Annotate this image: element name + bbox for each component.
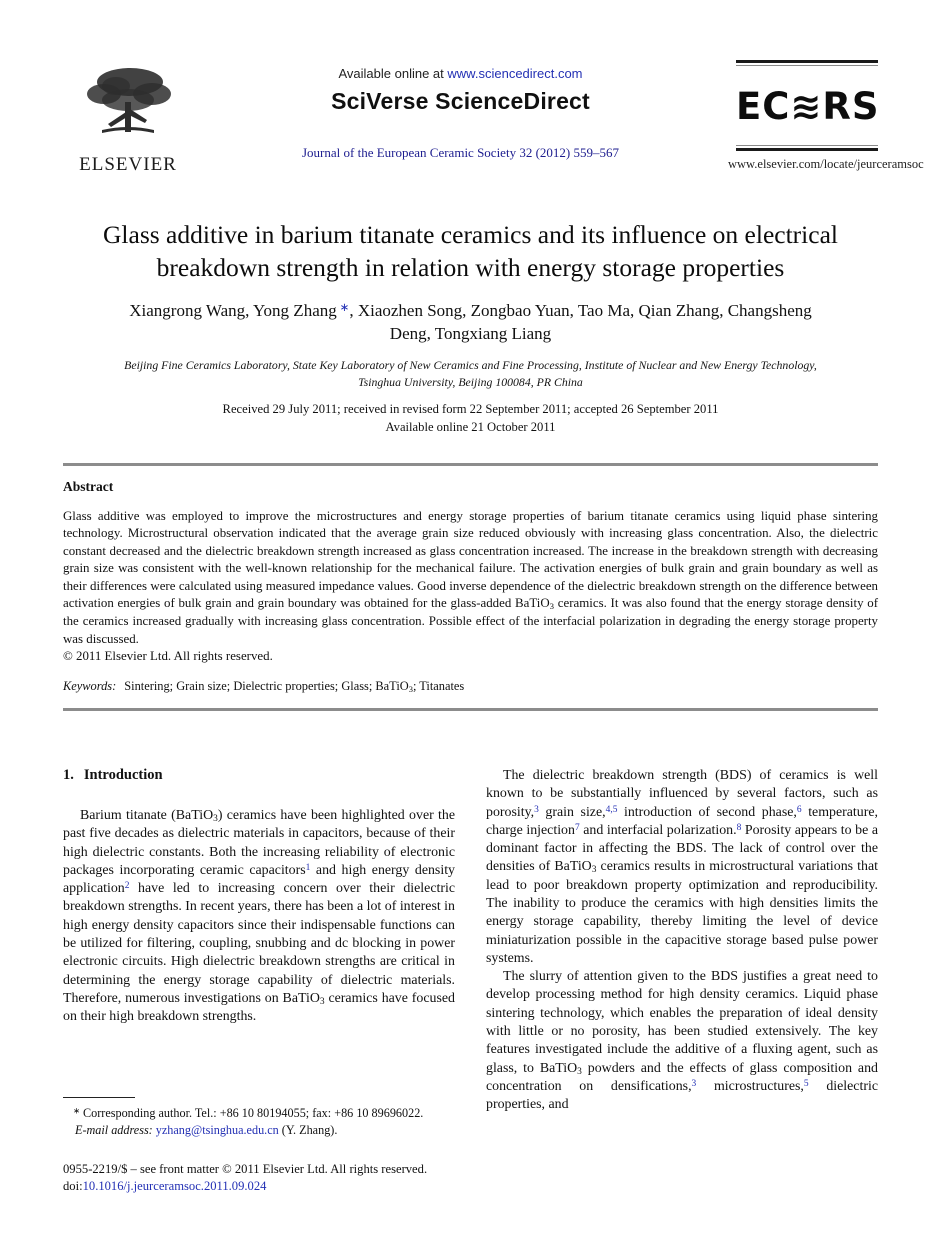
page-footer bbox=[63, 1161, 878, 1196]
abstract-text: Glass additive was employed to improve the microstructures and energy storage properties of barium titanate ceramics using liquid phase sintering technology. Microstructural observation indicated that the average grain size reduced obviously with increasing glass concentration. Also, the dielectric constant decreased and the dielectric breakdown strength increased as glass concentration increased. The increase in the breakdown strength with decreasing grain size was consistent with the well-known relationship for the mechanical failure. The activation energies of bulk grain and grain boundary as well as their differences were calculated using measured impedance values. Good inverse dependence of the dielectric breakdown strength on the difference between activation energies of bulk grain and grain boundary was obtained for the glass-added BaTiO$_3$ ceramics. It was also found that the energy storage density of the ceramics increased gradually with increasing glass concentration. Possible effect of the interfacial polarization in degrading the energy storage property was discussed. bbox=[63, 508, 878, 646]
section-title: Introduction bbox=[83, 767, 163, 784]
ecers-top-rule-thick bbox=[736, 60, 878, 63]
ref-6[interactable]: 6 bbox=[796, 804, 802, 815]
abstract-section bbox=[63, 479, 878, 694]
intro-paragraph-3: The slurry of attention given to the BDS justifies a great need to develop processing method for high density ceramics. Liquid phase sintering technology, which enables the preparation of ideal density with little or no porosity, has been studied extensively. The key features investigated include the additive of a fluxing agent, such as glass, to BaTiO$_3$ powders and the effects of glass composition and concentration on densifications,$^3$ microstructures,$^5$ dielectric properties, and bbox=[486, 969, 878, 1113]
ecers-logo bbox=[736, 60, 878, 151]
received-line: Received 29 July 2011; received in revised form 22 September 2011; accepted 26 September 2011 bbox=[222, 402, 719, 417]
doi-line: doi:10.1016/j.jeurceramsoc.2011.09.024 bbox=[63, 1179, 267, 1194]
ref-3[interactable]: 3 bbox=[534, 804, 539, 815]
ecers-bottom-rule-thin bbox=[736, 145, 878, 146]
page-header bbox=[63, 60, 924, 176]
corresponding-author-note: ∗ Corresponding author. Tel.: +86 10 80194055; fax: +86 10 89696022. bbox=[73, 1105, 424, 1120]
authors-line: Xiangrong Wang, Yong Zhang ∗, Xiaozhen Song, Zongbao Yuan, Tao Ma, Qian Zhang, Changsheng Deng, Tongxiang Liang bbox=[129, 301, 812, 344]
elsevier-logo bbox=[63, 60, 193, 176]
ref-3b[interactable]: 3 bbox=[691, 1078, 697, 1089]
title-block bbox=[63, 218, 878, 437]
right-column bbox=[486, 767, 878, 1139]
article-dates bbox=[63, 400, 878, 437]
sciencedirect-url-link[interactable]: www.sciencedirect.com bbox=[447, 66, 583, 81]
available-online-label: Available online at bbox=[338, 66, 444, 81]
section-number: 1. bbox=[63, 767, 74, 784]
ref-5b[interactable]: 5 bbox=[803, 1078, 809, 1089]
keywords-list: Sintering; Grain size; Dielectric properties; Glass; BaTiO$_3$; Titanates bbox=[124, 679, 465, 694]
keywords-line bbox=[63, 679, 878, 694]
article-title: Glass additive in barium titanate ceramics and its influence on electrical breakdown strength in relation with energy storage properties bbox=[103, 220, 838, 283]
header-right bbox=[728, 60, 924, 172]
doi-link[interactable]: 10.1016/j.jeurceramsoc.2011.09.024 bbox=[82, 1179, 267, 1194]
ref-2[interactable]: 2 bbox=[124, 880, 130, 891]
available-online-line bbox=[193, 66, 728, 81]
header-center bbox=[193, 60, 728, 161]
abstract-copyright: © 2011 Elsevier Ltd. All rights reserved. bbox=[63, 649, 273, 664]
email-address-note: E-mail address: yzhang@tsinghua.edu.cn (Y. Zhang). bbox=[75, 1122, 338, 1137]
intro-paragraph-2: The dielectric breakdown strength (BDS) of ceramics is well known to be substantially influenced by several factors, such as porosity,$^3$ grain size,$^{4,5}$ introduction of second phase,$^6$ temperature, charge injection$^7$ and interfacial polarization.$^8$ Porosity appears to be a dominant factor in affecting the BDS. The lack of control over the densities of BaTiO$_3$ ceramics results in microstructural variations that lead to poor breakdown property optimization and reproducibility. The inability to produce the ceramics with high densities limits the energy storage capability, thereby limiting the level of device miniaturization possible in the capacitive storage based pulse power systems. bbox=[486, 768, 878, 966]
intro-paragraph-1: Barium titanate (BaTiO$_3$) ceramics have been highlighted over the past five decades as dielectric materials in capacitors, because of their high dielectric constants. Both the increasing reliability of electronic packages incorporating ceramic capacitors$^1$ and high energy density application$^2$ have led to increasing concern over their dielectric breakdown strengths. In recent years, there has been a lot of interest in high energy density capacitors since their indispensable functions can be utilized for filtering, coupling, snubbing and dc blocking in power electronic circuits. High dielectric breakdown strengths are critical in determining the energy storage capability of dielectric materials. Therefore, numerous investigations on BaTiO$_3$ ceramics have focused on their high breakdown strengths. bbox=[63, 808, 456, 1025]
journal-citation[interactable]: Journal of the European Ceramic Society 32 (2012) 559–567 bbox=[302, 145, 619, 160]
keywords-label: Keywords: bbox=[63, 679, 117, 694]
introduction-heading bbox=[63, 767, 455, 784]
corresponding-author-asterisk[interactable]: ∗ bbox=[336, 301, 350, 315]
elsevier-wordmark: ELSEVIER bbox=[79, 154, 177, 175]
abstract-heading: Abstract bbox=[63, 478, 114, 494]
affiliation bbox=[63, 357, 878, 390]
ref-1[interactable]: 1 bbox=[305, 862, 311, 873]
sciverse-sciencedirect-wordmark: SciVerse ScienceDirect bbox=[331, 88, 590, 114]
issn-copyright-line: 0955-2219/$ – see front matter © 2011 Elsevier Ltd. All rights reserved. bbox=[63, 1162, 428, 1177]
elsevier-tree-icon bbox=[78, 64, 178, 152]
elsevier-locate-url[interactable]: www.elsevier.com/locate/jeurceramsoc bbox=[728, 157, 924, 171]
email-link[interactable]: yzhang@tsinghua.edu.cn bbox=[155, 1122, 279, 1137]
footnote-rule bbox=[63, 1097, 135, 1098]
divider-below-keywords bbox=[63, 708, 878, 711]
available-online-date: Available online 21 October 2011 bbox=[385, 420, 556, 435]
ref-7[interactable]: 7 bbox=[574, 822, 580, 833]
body-columns bbox=[63, 767, 878, 1139]
footnote-block bbox=[63, 1097, 455, 1139]
ref-4-5[interactable]: 4,5 bbox=[605, 804, 618, 815]
affiliation-line-2: Tsinghua University, Beijing 100084, PR China bbox=[358, 374, 583, 389]
divider-above-abstract bbox=[63, 463, 878, 466]
left-column bbox=[63, 767, 455, 1139]
ecers-bottom-rule-thick bbox=[736, 148, 878, 151]
ref-8[interactable]: 8 bbox=[736, 822, 742, 833]
ecers-wordmark: EC≋RS bbox=[736, 85, 880, 128]
affiliation-line-1: Beijing Fine Ceramics Laboratory, State Key Laboratory of New Ceramics and Fine Processing, Institute of Nuclear and New Energy Technology, bbox=[124, 358, 817, 373]
